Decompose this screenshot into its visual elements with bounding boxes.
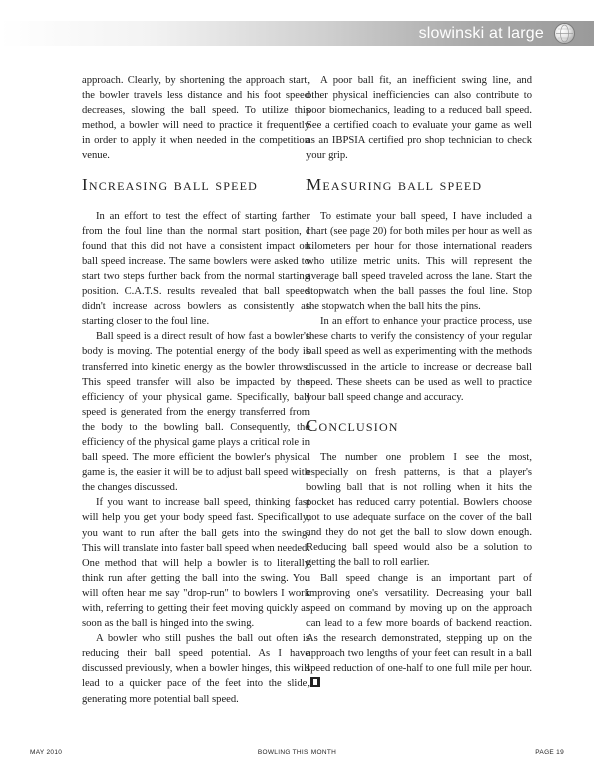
paragraph: A poor ball fit, an inefficient swing line, and other physical inefficiencies can also contribute to poor biomechanics, leading to a reduced ball speed. See a certified coach to evaluate your game as well as an IBPSIA certified pro shop technician to check your grip.: [306, 75, 532, 162]
right-column: [306, 73, 532, 691]
globe-icon: [554, 23, 575, 44]
footer-publication: BOWLING THIS MONTH: [257, 749, 337, 756]
paragraph: In an effort to test the effect of starting farther from the foul line than the normal start position, I found that this did not have a consistent impact on ball speed increase. The same bowlers were asked to start two steps further back from the normal starting position. C.A.T.S. results revealed that ball speed didn't increase across bowlers as consistently as starting closer to the foul line.: [82, 210, 310, 328]
paragraph: If you want to increase ball speed, thinking fast will help you get your body speed fast. Specifically, you want to run after the ball gets into the swing. This will translate into faster ball speed when needed. One method that will help a bowler is to literally think run after getting the ball into the swing. You will often hear me say "drop-run" to bowlers I work with, referring to getting their feet moving quickly as soon as the ball is hinged into the swing.: [82, 497, 310, 630]
footer-date: MAY 2010: [30, 749, 63, 756]
paragraph: A bowler who still pushes the ball out often is reducing their ball speed potential. As I have discussed previously, when a bowler hinges, this will lead to a quicker pace of the feet into the slide, generating more potential ball speed.: [82, 633, 310, 705]
end-mark-icon: [310, 677, 320, 687]
last-paragraph: [306, 571, 532, 692]
footer-page-number: PAGE 19: [535, 749, 564, 756]
section-title: slowinski at large: [418, 25, 544, 42]
page-footer: [0, 749, 594, 759]
paragraph: In an effort to enhance your practice process, use these charts to verify the consistency of your regular ball speed as well as experimenting with the methods discussed in the article to increase or decrease ball speed. These sheets can be used as well to practice your ball speed change and accuracy.: [306, 316, 532, 403]
left-column: [82, 73, 310, 707]
paragraph: To estimate your ball speed, I have included a chart (see page 20) for both miles per hour as well as kilometers per hour for those international readers who utilize metric units. This will represent the average ball speed traveled across the lane. Start the stopwatch when the ball passes the foul line. Stop the stopwatch when the ball hits the pins.: [306, 210, 532, 313]
section-heading-measuring-ball-speed: Measuring ball speed: [306, 174, 483, 194]
section-heading-increasing-ball-speed: Increasing ball speed: [82, 174, 259, 194]
section-heading-conclusion: Conclusion: [306, 415, 399, 435]
paragraph: approach. Clearly, by shortening the approach start, the bowler travels less distance and his foot speed decreases, slowing the ball speed. To utilize this method, a bowler will need to practice it frequently in order to apply it when needed in the competition venue.: [82, 75, 310, 162]
paragraph: Ball speed is a direct result of how fast a bowler's body is moving. The potential energy of the body is transferred into kinetic energy as the bowler throws. This speed transfer will also be impacted by the efficiency of your physical game. Specifically, ball speed is generated from the energy transferred from the body to the bowling ball. Consequently, the efficiency of the physical game plays a critical role in ball speed. The more efficient the bowler's physical game is, the easier it will be to adjust ball speed with the changes discussed.: [82, 331, 310, 494]
paragraph: The number one problem I see the most, especially on fresh patterns, is that a player's bowling ball that is not rolling when it hits the pocket has reduced carry potential. Bowlers choose not to use adequate surface on the cover of the ball and they do not get the ball to slow down enough. Reducing ball speed would also be a solution to getting the ball to roll earlier.: [306, 451, 532, 569]
header-bar: [0, 21, 594, 46]
paragraph-text: Ball speed change is an important part of improving one's versatility. Decreasing your ball speed on command by moving up on the approach can lead to a few more boards of backend reaction. As the research demonstrated, stepping up on the approach two lengths of your feet can result in a ball speed reduction of one-half to one full mile per hour.: [306, 572, 532, 675]
